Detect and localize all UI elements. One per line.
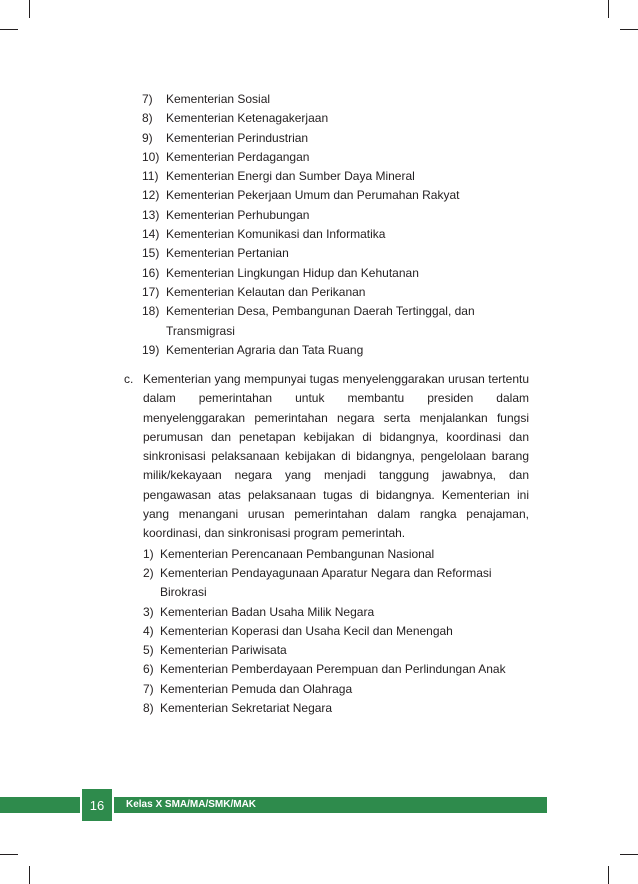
list-number: 4) <box>143 623 154 638</box>
list-text: Kementerian Perencanaan Pembangunan Nasional <box>160 546 435 561</box>
list-item <box>142 90 562 109</box>
footer-book-title: Kelas X SMA/MA/SMK/MAK <box>126 799 257 810</box>
list-number: 2) <box>143 565 154 580</box>
page-number: 16 <box>80 787 114 823</box>
list-text: Kementerian Perindustrian <box>166 130 309 145</box>
list-item <box>142 186 562 205</box>
crop-mark <box>608 0 609 18</box>
list-number: 8) <box>143 701 154 716</box>
list-text: Kementerian Agraria dan Tata Ruang <box>166 342 364 357</box>
list-number: 18) <box>142 304 160 319</box>
list-text: Kementerian Komunikasi dan Informatika <box>166 227 386 242</box>
list-item <box>142 341 562 360</box>
list-text: Kementerian Desa, Pembangunan Daerah Tertinggal, dan Transmigrasi <box>166 304 475 338</box>
list-item <box>143 660 529 679</box>
list-item <box>143 545 529 564</box>
list-text: Kementerian Perhubungan <box>166 207 310 222</box>
list-number: 8) <box>142 111 153 126</box>
list-number: 19) <box>142 342 160 357</box>
list-item <box>142 206 562 225</box>
list-item <box>143 641 529 660</box>
ministry-list-c <box>143 545 529 719</box>
list-number: 1) <box>143 546 154 561</box>
list-item <box>143 564 500 603</box>
list-item <box>143 622 529 641</box>
list-text: Kementerian Lingkungan Hidup dan Kehutanan <box>166 265 419 280</box>
list-item <box>142 167 562 186</box>
list-item <box>142 225 562 244</box>
list-item <box>142 264 562 283</box>
list-text: Kementerian Pendayagunaan Aparatur Negara dan Reformasi Birokrasi <box>160 565 492 600</box>
list-number: 9) <box>142 130 153 145</box>
list-text: Kementerian Ketenagakerjaan <box>166 111 329 126</box>
list-text: Kementerian Pertanian <box>166 246 289 261</box>
crop-mark <box>620 854 638 855</box>
list-text: Kementerian Perdagangan <box>166 149 310 164</box>
list-text: Kementerian Kelautan dan Perikanan <box>166 284 366 299</box>
list-number: 15) <box>142 246 160 261</box>
list-item <box>142 283 562 302</box>
section-marker: c. <box>124 372 134 386</box>
crop-mark <box>0 854 18 855</box>
list-item <box>143 699 529 718</box>
list-text: Kementerian Sekretariat Negara <box>160 701 333 716</box>
list-number: 6) <box>143 662 154 677</box>
crop-mark <box>620 29 638 30</box>
list-text: Kementerian Pemberdayaan Perempuan dan Perlindungan Anak <box>160 662 506 677</box>
list-text: Kementerian Pemuda dan Olahraga <box>160 681 353 696</box>
list-number: 12) <box>142 188 160 203</box>
list-item <box>142 109 562 128</box>
ministry-list-continued <box>142 90 562 360</box>
list-item <box>142 148 562 167</box>
crop-mark <box>29 866 30 884</box>
section-paragraph: Kementerian yang mempunyai tugas menyelenggarakan urusan tertentu dalam pemerintahan untuk membantu presiden dalam menyelenggarakan pemerintahan negara serta menjalankan fungsi perumusan dan penetapan kebijakan di bidangnya, koordinasi dan sinkronisasi pelaksanaan kebijakan di bidangnya, pengelolaan barang milik/kekayaan negara yang menjadi tanggung jawabnya, dan pengawasan atas pelaksanaan tugas di bidangnya. Kementerian ini yang menangani urusan pemerintahan dalam rangka penajaman, koordinasi, dan sinkronisasi program pemerintah. <box>143 372 529 541</box>
list-item <box>143 603 529 622</box>
crop-mark <box>608 866 609 884</box>
section-c <box>124 370 529 718</box>
list-text: Kementerian Energi dan Sumber Daya Mineral <box>166 169 415 184</box>
list-number: 11) <box>142 169 159 184</box>
list-number: 10) <box>142 149 160 164</box>
list-text: Kementerian Pekerjaan Umum dan Perumahan Rakyat <box>166 188 460 203</box>
list-number: 3) <box>143 604 154 619</box>
crop-mark <box>0 29 18 30</box>
list-text: Kementerian Pariwisata <box>160 643 287 658</box>
list-text: Kementerian Sosial <box>166 92 271 106</box>
list-number: 7) <box>143 681 154 696</box>
list-number: 16) <box>142 265 160 280</box>
list-number: 17) <box>142 284 160 299</box>
list-item <box>142 244 562 263</box>
list-number: 5) <box>143 643 154 658</box>
list-text: Kementerian Badan Usaha Milik Negara <box>160 604 375 619</box>
list-item <box>142 302 486 341</box>
list-item <box>142 129 562 148</box>
crop-mark <box>29 0 30 18</box>
list-text: Kementerian Koperasi dan Usaha Kecil dan Menengah <box>160 623 453 638</box>
list-number: 14) <box>142 227 160 242</box>
list-item <box>143 680 529 699</box>
list-number: 13) <box>142 207 160 222</box>
list-number: 7) <box>142 92 153 106</box>
